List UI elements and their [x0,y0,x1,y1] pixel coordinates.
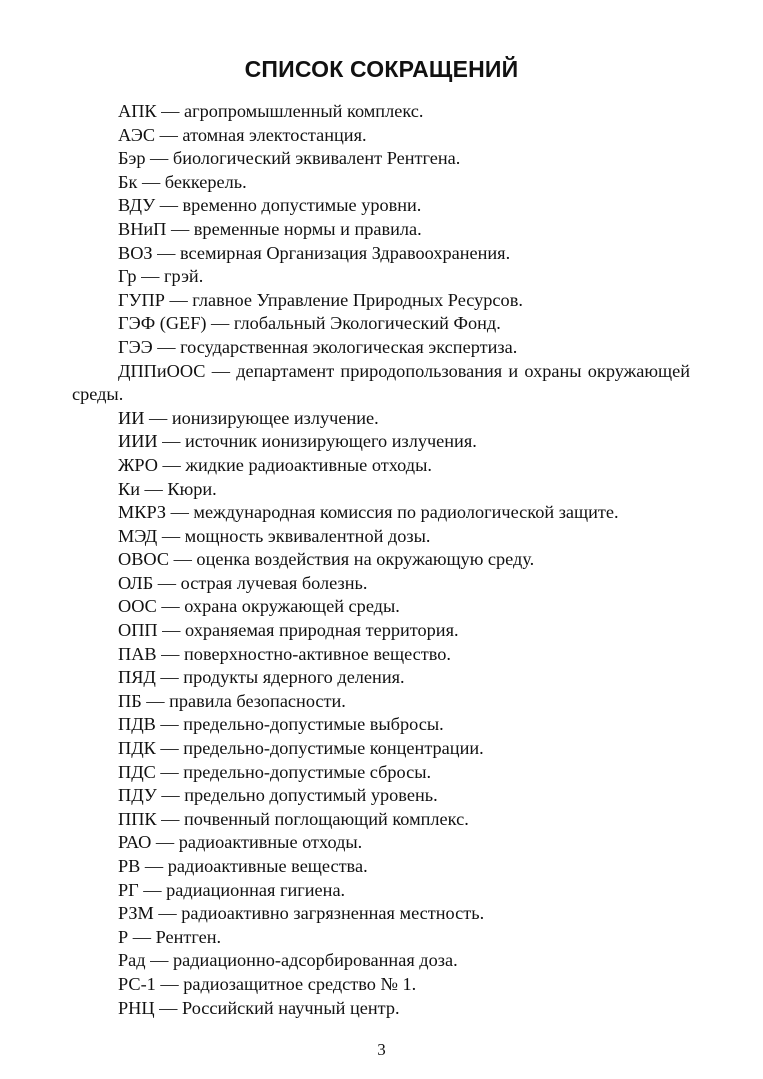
abbreviation-entry: ПДК — предельно-допустимые концентрации. [118,738,484,759]
abbreviation-entry: ОПП — охраняемая природная территория. [118,620,459,641]
abbreviation-entry: РВ — радиоактивные вещества. [118,856,368,876]
abbreviation-entry: ГЭЭ — государственная экологическая экспертиза. [118,336,518,357]
abbreviation-entry: ПДВ — предельно-допустимые выбросы. [118,714,444,735]
abbreviation-entry: Бэр — биологический эквивалент Рентгена. [118,148,461,169]
abbreviation-entry: ППК — почвенный поглощающий комплекс. [118,808,469,829]
abbreviation-list [72,100,690,1020]
abbreviation-entry: Бк — беккерель. [118,171,247,192]
abbreviation-entry: Р — Рентген. [118,926,222,947]
abbreviation-entry: Гр — грэй. [118,266,204,287]
abbreviation-entry: Рад — радиационно-адсорбированная доза. [118,950,458,971]
abbreviation-entry: МЭД — мощность эквивалентной дозы. [118,525,431,546]
abbreviation-entry: ВОЗ — всемирная Организация Здравоохранения. [118,242,511,263]
abbreviation-entry: ОЛБ — острая лучевая болезнь. [118,572,368,593]
abbreviation-entry: РС-1 — радиозащитное средство № 1. [118,973,417,994]
abbreviation-entry: ВНиП — временные нормы и правила. [118,218,422,239]
abbreviation-entry: Ки — Кюри. [118,478,217,499]
abbreviation-entry: РНЦ — Российский научный центр. [118,997,400,1018]
abbreviation-entry: ООС — охрана окружающей среды. [118,596,400,617]
page-number: 3 [377,1040,386,1059]
abbreviation-entry: ГЭФ (GEF) — глобальный Экологический Фонд. [118,313,501,334]
abbreviation-entry: ГУПР — главное Управление Природных Ресурсов. [118,289,523,310]
abbreviation-entry: МКРЗ — международная комиссия по радиологической защите. [118,502,619,523]
abbreviation-entry: ИИ — ионизирующее излучение. [118,407,379,428]
abbreviation-entry: ПДС — предельно-допустимые сбросы. [118,761,432,782]
abbreviation-entry: ВДУ — временно допустимые уровни. [118,195,422,216]
abbreviation-entry: РАО — радиоактивные отходы. [118,832,363,853]
abbreviation-entry: ДППиООС — департамент природопользования и охраны окружающей среды. [72,360,690,405]
abbreviation-entry: ПАВ — поверхностно-активное вещество. [118,643,451,664]
page-title: СПИСОК СОКРАЩЕНИЙ [244,56,519,82]
abbreviation-entry: ПЯД — продукты ядерного деления. [118,667,405,688]
abbreviation-entry: АПК — агропромышленный комплекс. [118,101,424,121]
abbreviation-entry: АЭС — атомная электостанция. [118,124,367,145]
abbreviation-entry: ИИИ — источник ионизирующего излучения. [118,431,477,452]
abbreviation-entry: ПДУ — предельно допустимый уровень. [118,785,438,806]
abbreviation-entry: РЗМ — радиоактивно загрязненная местность. [118,903,485,924]
abbreviation-entry: ЖРО — жидкие радиоактивные отходы. [118,454,432,475]
abbreviation-entry: ПБ — правила безопасности. [118,690,346,711]
abbreviation-entry: ОВОС — оценка воздействия на окружающую среду. [118,549,535,570]
abbreviation-entry: РГ — радиационная гигиена. [118,879,346,900]
